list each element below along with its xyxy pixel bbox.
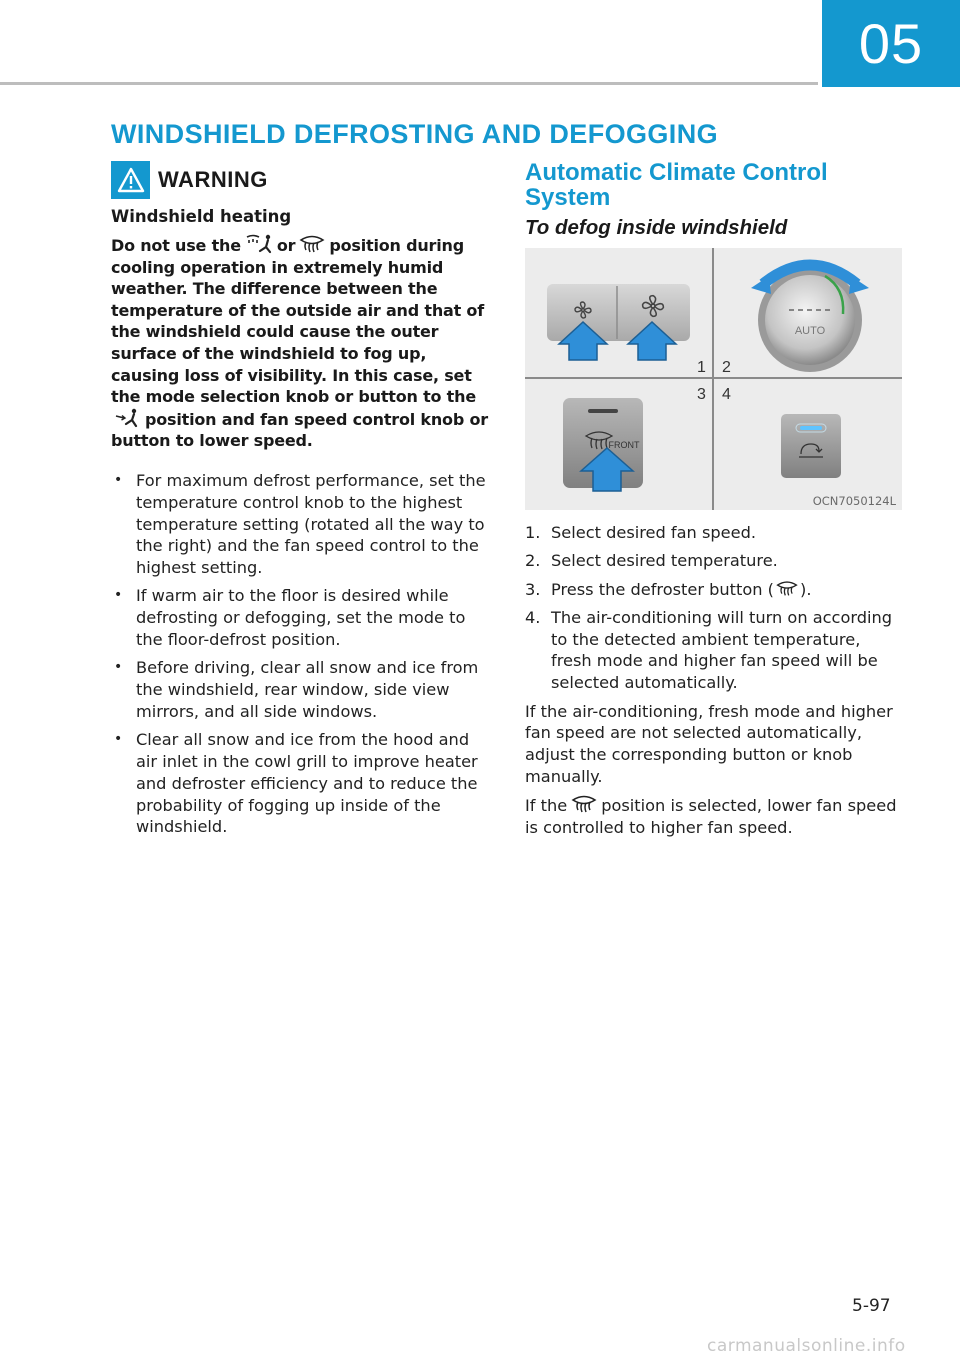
paragraph-manual-adjust: If the air-conditioning, fresh mode and higher fan speed are not selected automatically, adjust the corresponding button or knob manually. [525, 701, 893, 786]
callout-2: 2 [722, 359, 731, 376]
warning-text-part: Do not use the [111, 236, 241, 255]
bullet-item: • For maximum defrost performance, set the temperature control knob to the highest temperature setting (rotated all the way to the right) and the fan speed control to the highest setting. [111, 470, 491, 579]
page-number: 5-97 [852, 1296, 891, 1316]
left-column [111, 160, 491, 845]
climate-control-figure [525, 248, 902, 510]
right-column [525, 160, 905, 845]
floor-mode-icon [114, 408, 142, 428]
defog-heading: To defog inside windshield [525, 216, 788, 239]
bullet-list [111, 470, 491, 838]
warning-text-part: or [276, 236, 296, 255]
bullet-item: • Clear all snow and ice from the hood and air inlet in the cowl grill to improve heater and defroster efficiency and to reduce the probability of fogging up inside of the windshield. [111, 729, 491, 838]
step-item: 3. Press the defroster button ( ). [525, 579, 812, 599]
chapter-tab: 05 [822, 0, 960, 87]
defrost-icon [570, 794, 598, 814]
bullet-item: • Before driving, clear all snow and ice from the windshield, rear window, side view mirrors, and all side windows. [111, 657, 491, 722]
step-item: 4. The air-conditioning will turn on according to the detected ambient temperature, fresh mode and higher fan speed will be selected automatically. [525, 607, 893, 693]
warning-subtitle: Windshield heating [111, 207, 292, 226]
callout-1: 1 [697, 359, 706, 376]
climate-control-illustration [525, 248, 902, 510]
warning-text-part: position and fan speed control knob or button to lower speed. [111, 409, 488, 451]
warning-header [111, 160, 491, 200]
steps-list [525, 522, 905, 694]
warning-label: WARNING [158, 167, 268, 192]
callout-4: 4 [722, 386, 731, 403]
warning-text [111, 234, 491, 452]
step-item: 2. Select desired temperature. [525, 551, 778, 571]
header-rule [0, 82, 818, 85]
section-title: WINDSHIELD DEFROSTING AND DEFOGGING [111, 119, 718, 149]
temperature-knob [765, 275, 855, 365]
figure-code: OCN7050124L [812, 494, 896, 508]
warning-icon [111, 161, 150, 199]
watermark: carmanualsonline.info [707, 1336, 906, 1356]
climate-subtitle: Automatic Climate Control System [525, 159, 828, 211]
bullet-item: • If warm air to the floor is desired while defrosting or defogging, set the mode to the floor-defrost position. [111, 585, 491, 650]
defrost-icon [298, 234, 326, 254]
warning-text-part: position during cooling operation in extremely humid weather. The difference between the temperature of the outside air and that of the windshield could cause the outer surface of the windshield to fog up, causing loss of visibility. In this case, set the mode selection knob or button to the [111, 236, 484, 407]
paragraph-defrost-fan: If the position is selected, lower fan speed is controlled to higher fan speed. [525, 796, 897, 838]
fan-speed-buttons [547, 284, 690, 341]
defrost-icon [775, 579, 799, 598]
auto-label: AUTO [794, 325, 826, 337]
front-label: FRONT [608, 440, 640, 450]
callout-3: 3 [697, 386, 706, 403]
step-item: 1. Select desired fan speed. [525, 523, 756, 542]
floor-defrost-mode-icon [244, 234, 274, 254]
